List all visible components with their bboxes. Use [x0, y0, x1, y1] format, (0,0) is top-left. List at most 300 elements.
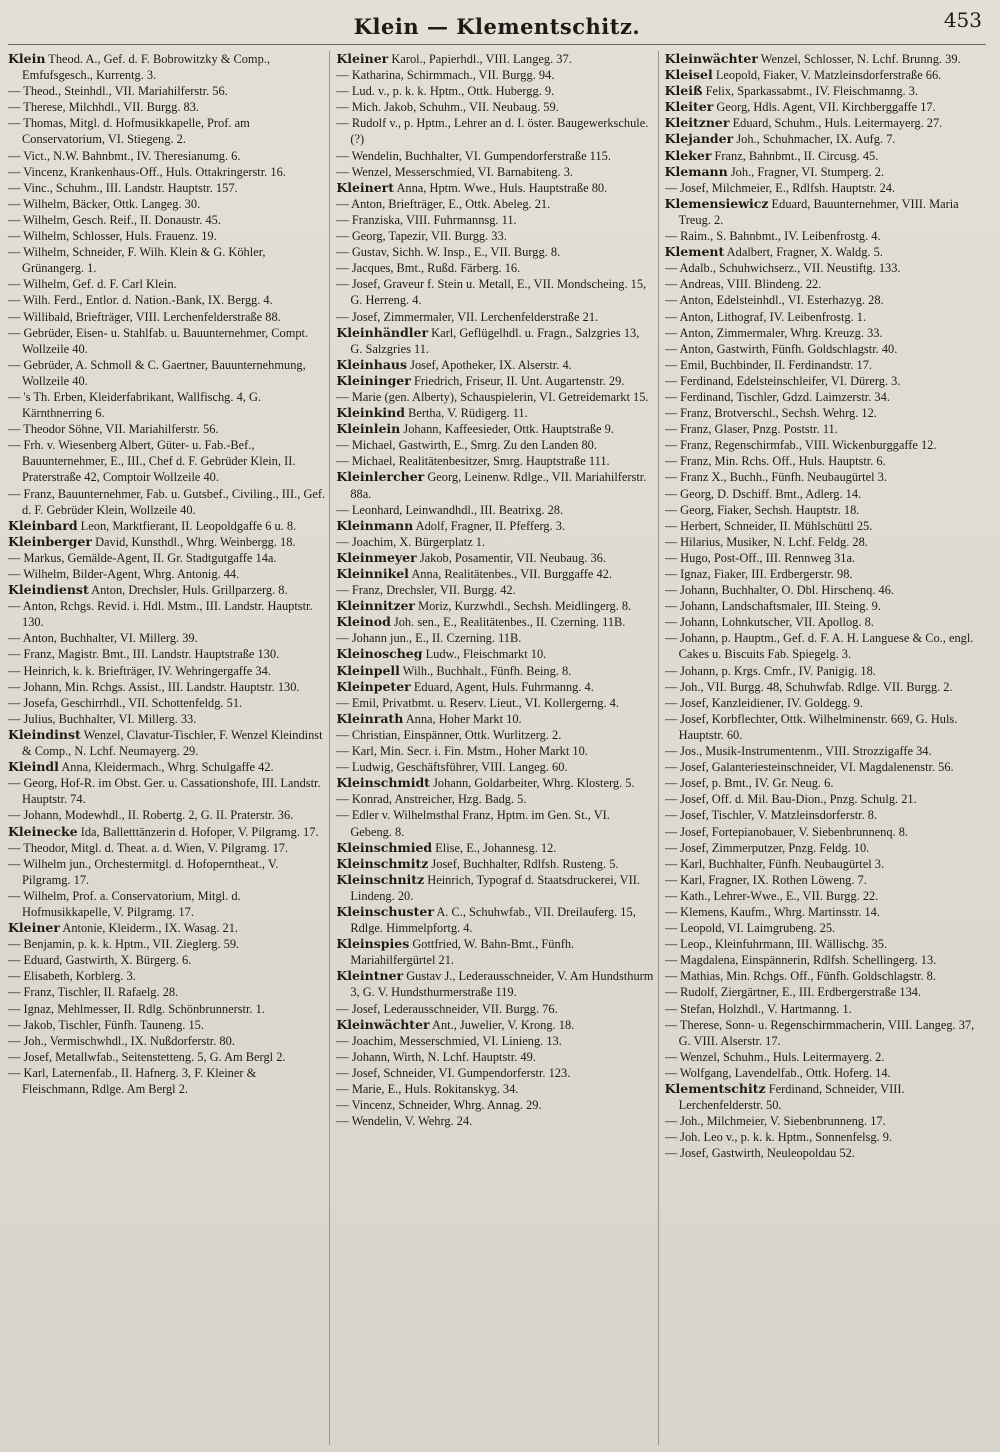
- entry-text: — Joh., Milchmeier, V. Siebenbrunneng. 17.: [664, 1114, 886, 1129]
- entry-text: Heinrich, Typograf d. Staatsdruckerei, VII. Lindeng. 20.: [350, 872, 640, 903]
- entry-text: — Elisabeth, Korblerg. 3.: [8, 969, 136, 984]
- entry-text: Georg, Hdls. Agent, VII. Kirchberggaffe 17.: [713, 100, 936, 115]
- entry-text: — Johann jun., E., II. Czerning. 11B.: [336, 631, 522, 646]
- entry-text: — Josef, Kanzleidiener, IV. Goldegg. 9.: [664, 695, 863, 710]
- directory-entry: [665, 1017, 982, 1049]
- directory-entry: [336, 534, 653, 550]
- directory-entry: [336, 856, 653, 872]
- entry-text: — Johann, Modewhdl., II. Robertg. 2, G. II. Praterstr. 36.: [8, 808, 294, 823]
- directory-entry: [8, 357, 325, 389]
- entry-surname: Klementschitz: [664, 1081, 766, 1096]
- entry-surname: Kleinrath: [336, 710, 404, 726]
- entry-text: — Josef, p. Bmt., IV. Gr. Neug. 6.: [664, 776, 834, 791]
- directory-entry: [336, 679, 653, 695]
- entry-text: Theod. A., Gef. d. F. Bobrowitzky & Comp., Emfufsgesch., Kurrentg. 3.: [22, 52, 270, 83]
- entry-text: — Joh. Leo v., p. k. k. Hptm., Sonnenfelsg. 9.: [664, 1130, 893, 1145]
- directory-entry: [336, 743, 653, 759]
- entry-text: — Michael, Gastwirth, E., Smrg. Zu den Landen 80.: [336, 438, 597, 453]
- entry-text: — 's Th. Erben, Kleiderfabrikant, Wallfischg. 4, G. Kärnthnerring 6.: [8, 389, 262, 421]
- entry-text: — Wendelin, Buchhalter, VI. Gumpendorferstraße 115.: [336, 148, 611, 163]
- directory-entry: [665, 389, 982, 405]
- directory-entry: [8, 1065, 325, 1097]
- directory-entry: [665, 695, 982, 711]
- entry-text: — Wilhelm, Prof. a. Conservatorium, Mitgl. d. Hofmusikkapelle, V. Pilgramg. 17.: [8, 888, 241, 919]
- directory-entry: [665, 952, 982, 968]
- entry-text: — Wolfgang, Lavendelfab., Ottk. Hoferg. 14.: [664, 1065, 891, 1080]
- entry-text: — Wilhelm, Bäcker, Ottk. Langeg. 30.: [8, 196, 201, 211]
- directory-entry: [8, 196, 325, 212]
- directory-entry: [665, 437, 982, 453]
- directory-entry: [8, 292, 325, 308]
- directory-entry: [336, 437, 653, 453]
- entry-text: — Wilh. Ferd., Entlor. d. Nation.-Bank, IX. Bergg. 4.: [8, 293, 273, 308]
- directory-entry: [665, 405, 982, 421]
- directory-entry: [336, 1081, 653, 1097]
- entry-surname: Kleinlercher: [336, 469, 425, 485]
- directory-entry: [665, 341, 982, 357]
- directory-entry: [8, 276, 325, 292]
- entry-text: — Hilarius, Musiker, N. Lchf. Feldg. 28.: [664, 534, 868, 549]
- entry-surname: Klein: [8, 51, 46, 66]
- entry-text: — Josef, Milchmeier, E., Rdlfsh. Hauptstr. 24.: [664, 180, 896, 195]
- directory-entry: [336, 904, 653, 936]
- entry-text: — Ignaz, Mehlmesser, II. Rdlg. Schönbrunnerstr. 1.: [8, 1001, 265, 1016]
- directory-entry: [8, 228, 325, 244]
- directory-entry: [665, 1049, 982, 1065]
- entry-text: — Josef, Korbflechter, Ottk. Wilhelminenstr. 669, G. Huls. Hauptstr. 60.: [664, 711, 958, 742]
- directory-entry: [336, 51, 653, 67]
- entry-text: Adalbert, Fragner, X. Waldg. 5.: [724, 245, 883, 260]
- entry-surname: Kleinschmied: [336, 839, 433, 855]
- directory-entry: [336, 67, 653, 83]
- entry-surname: Kleintner: [336, 968, 404, 984]
- directory-entry: [8, 646, 325, 662]
- entry-text: — Leonhard, Leinwandhdl., III. Beatrixg. 28.: [336, 502, 564, 517]
- entry-text: — Leopold, VI. Laimgrubeng. 25.: [664, 921, 836, 936]
- entry-text: A. C., Schuhwfab., VII. Dreilauferg. 15, Rdlge. Himmelpfortg. 4.: [350, 904, 636, 936]
- entry-surname: Kleinschuster: [336, 903, 434, 919]
- entry-text: — Therese, Sonn- u. Regenschirmmacherin, VIII. Langeg. 37, G. VIII. Alserstr. 17.: [664, 1017, 975, 1048]
- directory-entry: [8, 212, 325, 228]
- entry-text: — Anton, Buchhalter, VI. Millerg. 39.: [8, 631, 198, 646]
- entry-surname: Kleisel: [664, 67, 713, 83]
- entry-text: — Gustav, Sichh. W. Insp., E., VII. Burgg. 8.: [336, 245, 561, 260]
- directory-entry: [665, 566, 982, 582]
- entry-text: Joh. sen., E., Realitätenbes., II. Czerning. 11B.: [390, 615, 626, 630]
- entry-text: — Joachim, Messerschmied, VI. Linieng. 13.: [336, 1033, 562, 1048]
- directory-entry: [336, 711, 653, 727]
- directory-entry: [665, 824, 982, 840]
- entry-text: — Emil, Buchbinder, II. Ferdinandstr. 17.: [664, 357, 873, 372]
- entry-text: Joh., Schuhmacher, IX. Aufg. 7.: [733, 132, 896, 147]
- directory-entry: [665, 1145, 982, 1161]
- entry-text: — Heinrich, k. k. Briefträger, IV. Wehringergaffe 34.: [8, 663, 271, 678]
- entry-text: Josef, Buchhalter, Rdlfsh. Rusteng. 5.: [428, 856, 619, 871]
- entry-text: — Marie (gen. Alberty), Schauspielerin, VI. Getreidemarkt 15.: [336, 389, 649, 404]
- directory-entry: [665, 904, 982, 920]
- directory-entry: [665, 99, 982, 115]
- entry-surname: Kleiner: [8, 920, 60, 936]
- entry-text: Gottfried, W. Bahn-Bmt., Fünfh. Mariahilfergürtel 21.: [350, 937, 575, 968]
- entry-surname: Kleinnitzer: [336, 598, 415, 614]
- directory-entry: [336, 582, 653, 598]
- directory-entry: [8, 486, 325, 518]
- directory-entry: [336, 646, 653, 662]
- entry-text: Johann, Goldarbeiter, Whrg. Klosterg. 5.: [429, 776, 635, 791]
- entry-text: Anna, Kleidermach., Whrg. Schulgaffe 42.: [58, 760, 274, 775]
- entry-text: David, Kunsthdl., Whrg. Weinbergg. 18.: [91, 534, 296, 549]
- entry-surname: Kleininger: [336, 372, 411, 388]
- directory-entry: [8, 695, 325, 711]
- entry-text: Wilh., Buchhalt., Fünfh. Being. 8.: [399, 663, 572, 678]
- entry-surname: Kleinnikel: [336, 566, 409, 581]
- entry-text: Gustav J., Lederausschneider, V. Am Hundsthurm 3, G. V. Hundsthurmerstraße 119.: [350, 969, 654, 1000]
- entry-text: — Georg, Fiaker, Sechsh. Hauptstr. 18.: [664, 502, 860, 517]
- directory-entry: [665, 357, 982, 373]
- directory-entry: [665, 534, 982, 550]
- entry-text: — Franz, Bauunternehmer, Fab. u. Gutsbef., Civiling., III., Gef. d. F. Gebrüder Klein, Wollzeile 40.: [8, 486, 326, 517]
- entry-text: Ant., Juwelier, V. Krong. 18.: [429, 1017, 575, 1032]
- directory-entry: [665, 1113, 982, 1129]
- directory-entry: [8, 727, 325, 759]
- directory-entry: [8, 421, 325, 437]
- directory-entry: [8, 663, 325, 679]
- directory-entry: [665, 148, 982, 164]
- directory-entry: [336, 598, 653, 614]
- directory-entry: [665, 469, 982, 485]
- directory-entry: [665, 164, 982, 180]
- directory-entry: [8, 1033, 325, 1049]
- entry-text: — Anton, Briefträger, E., Ottk. Abeleg. 21.: [336, 196, 551, 211]
- entry-text: — Konrad, Anstreicher, Hzg. Badg. 5.: [336, 792, 527, 807]
- entry-text: — Herbert, Schneider, II. Mühlschüttl 25.: [664, 518, 873, 533]
- directory-entry: [665, 856, 982, 872]
- directory-entry: [336, 99, 653, 115]
- directory-entry: [665, 180, 982, 196]
- entry-text: — Gebrüder, A. Schmoll & C. Gaertner, Bauunternehmung, Wollzeile 40.: [8, 357, 306, 388]
- directory-entry: [336, 775, 653, 791]
- entry-text: — Joh., Vermischwhdl., IX. Nußdorferstr. 80.: [8, 1033, 235, 1048]
- entry-text: Franz, Bahnbmt., II. Circusg. 45.: [711, 148, 879, 163]
- directory-entry: [8, 437, 325, 485]
- entry-surname: Kleinschmitz: [336, 855, 429, 871]
- entry-text: — Josef, Graveur f. Stein u. Metall, E., VII. Mondscheing. 15, G. Herreng. 4.: [336, 277, 647, 308]
- entry-text: — Mich. Jakob, Schuhm., VII. Neubaug. 59.: [336, 100, 559, 115]
- directory-entry: [665, 550, 982, 566]
- directory-entry: [8, 824, 325, 840]
- directory-entry: [8, 968, 325, 984]
- entry-text: — Wilhelm, Bilder-Agent, Whrg. Antonig. 44.: [8, 567, 240, 581]
- entry-surname: Kleindinst: [8, 726, 81, 742]
- directory-entry: [336, 968, 653, 1000]
- entry-surname: Kleinpell: [336, 662, 400, 678]
- entry-surname: Kleinschnitz: [336, 871, 425, 887]
- entry-surname: Kleinwächter: [664, 51, 758, 66]
- entry-text: — Josef, Metallwfab., Seitenstetteng. 5, G. Am Bergl 2.: [8, 1049, 286, 1064]
- entry-text: — Therese, Milchhdl., VII. Burgg. 83.: [8, 100, 200, 115]
- entry-text: — Wilhelm, Gesch. Reif., II. Donaustr. 45.: [8, 212, 221, 227]
- directory-entry: [8, 325, 325, 357]
- directory-entry: [665, 888, 982, 904]
- directory-entry: [665, 292, 982, 308]
- directory-entry: [8, 309, 325, 325]
- entry-text: — Josef, Gastwirth, Neuleopoldau 52.: [664, 1146, 855, 1161]
- entry-text: — Ludwig, Geschäftsführer, VIII. Langeg. 60.: [336, 760, 568, 775]
- entry-text: — Ferdinand, Edelsteinschleifer, VI. Dürerg. 3.: [664, 373, 901, 388]
- entry-surname: Klejander: [664, 131, 734, 147]
- directory-entry: [665, 759, 982, 775]
- entry-text: Anna, Realitätenbes., VII. Burggaffe 42.: [408, 567, 612, 581]
- entry-surname: Kleindl: [8, 759, 59, 775]
- entry-text: — Benjamin, p. k. k. Hptm., VII. Zieglerg. 59.: [8, 937, 240, 952]
- entry-text: Antonie, Kleiderm., IX. Wasag. 21.: [59, 921, 239, 936]
- entry-text: — Johann, p. Hauptm., Gef. d. F. A. H. Languese & Co., engl. Cakes u. Biscuits Fab. Spiegelg. 3.: [664, 631, 974, 662]
- entry-text: — Franz, Glaser, Pnzg. Poststr. 11.: [664, 422, 838, 437]
- entry-text: Friedrich, Friseur, II. Unt. Augartenstr. 29.: [410, 373, 625, 388]
- directory-entry: [665, 775, 982, 791]
- entry-surname: Kleiter: [664, 99, 714, 115]
- entry-text: — Johann, Buchhalter, O. Dbl. Hirschenq. 46.: [664, 583, 895, 598]
- directory-entry: [336, 325, 653, 357]
- entry-text: Karol., Papierhdl., VIII. Langeg. 37.: [388, 52, 572, 66]
- directory-entry: [665, 373, 982, 389]
- entry-text: — Markus, Gemälde-Agent, II. Gr. Stadtgutgaffe 14a.: [8, 550, 277, 565]
- directory-entry: [8, 566, 325, 582]
- directory-entry: [665, 582, 982, 598]
- directory-entry: [336, 164, 653, 180]
- directory-entry: [665, 743, 982, 759]
- directory-entry: [336, 1033, 653, 1049]
- entry-text: — Georg, D. Dschiff. Bmt., Adlerg. 14.: [664, 486, 862, 501]
- directory-entry: [336, 1017, 653, 1033]
- directory-entry: [665, 984, 982, 1000]
- entry-text: — Josef, Galanteriesteinschneider, VI. Magdalenenstr. 56.: [664, 760, 954, 775]
- entry-text: Jakob, Posamentir, VII. Neubaug. 36.: [416, 550, 606, 565]
- entry-surname: Kleinbard: [8, 517, 78, 533]
- directory-entry: [665, 309, 982, 325]
- entry-text: — Kath., Lehrer-Wwe., E., VII. Burgg. 22.: [664, 888, 879, 903]
- directory-entry: [336, 791, 653, 807]
- directory-entry: [336, 663, 653, 679]
- entry-text: — Wilhelm jun., Orchestermitgl. d. Hofoperntheat., V. Pilgramg. 17.: [8, 856, 279, 887]
- entry-text: — Josef, Lederausschneider, VII. Burgg. 76.: [336, 1001, 558, 1016]
- directory-entry: [8, 389, 325, 421]
- entry-text: Ludw., Fleischmarkt 10.: [422, 647, 547, 662]
- entry-text: — Wilhelm, Gef. d. F. Carl Klein.: [8, 277, 177, 292]
- directory-entry: [8, 1001, 325, 1017]
- directory-entry: [665, 83, 982, 99]
- entry-surname: Kleinmann: [336, 517, 414, 533]
- directory-entry: [336, 630, 653, 646]
- directory-entry: [665, 228, 982, 244]
- entry-text: Karl, Geflügelhdl. u. Fragn., Salzgries 13, G. Salzgries 11.: [350, 325, 640, 356]
- directory-entry: [665, 486, 982, 502]
- entry-text: — Mathias, Min. Rchgs. Off., Fünfh. Goldschlagstr. 8.: [664, 969, 936, 984]
- entry-text: Leopold, Fiaker, V. Matzleinsdorferstraße 66.: [712, 68, 942, 83]
- entry-text: — Thomas, Mitgl. d. Hofmusikkapelle, Prof. am Conservatorium, VI. Stiegeng. 2.: [8, 116, 250, 147]
- entry-text: Leon, Marktfierant, II. Leopoldgaffe 6 u. 8.: [77, 518, 297, 533]
- entry-text: Adolf, Fragner, II. Pfefferg. 3.: [413, 518, 566, 533]
- directory-entry: [8, 598, 325, 630]
- entry-text: — Franz, Magistr. Bmt., III. Landstr. Hauptstraße 130.: [8, 647, 280, 662]
- directory-entry: [8, 936, 325, 952]
- entry-text: — Vincenz, Schneider, Whrg. Annag. 29.: [336, 1098, 542, 1113]
- entry-text: — Hugo, Post-Off., III. Rennweg 31a.: [664, 550, 856, 565]
- directory-entry: [665, 131, 982, 147]
- column-right: [665, 51, 986, 1445]
- entry-surname: Kleinwächter: [336, 1016, 430, 1032]
- entry-text: — Gebrüder, Eisen- u. Stahlfab. u. Bauunternehmer, Compt. Wollzeile 40.: [8, 325, 309, 356]
- entry-text: Bertha, V. Rüdigerg. 11.: [404, 406, 528, 421]
- directory-entry: [336, 469, 653, 501]
- entry-text: — Johann, Lohnkutscher, VII. Apollog. 8.: [664, 615, 874, 630]
- directory-entry: [8, 630, 325, 646]
- entry-text: — Georg, Tapezir, VII. Burgg. 33.: [336, 229, 507, 244]
- entry-text: — Edler v. Wilhelmsthal Franz, Hptm. im Gen. St., VI. Gebeng. 8.: [336, 808, 610, 839]
- directory-entry: [336, 840, 653, 856]
- entry-surname: Klemensiewicz: [664, 195, 769, 211]
- entry-text: Eduard, Bauunternehmer, VIII. Maria Treug. 2.: [678, 196, 959, 227]
- directory-entry: [8, 99, 325, 115]
- directory-entry: [665, 630, 982, 662]
- entry-surname: Kleinecke: [8, 823, 78, 839]
- directory-entry: [336, 1065, 653, 1081]
- entry-text: — Magdalena, Einspännerin, Rdlfsh. Schellingerg. 13.: [664, 953, 937, 968]
- directory-entry: [665, 936, 982, 952]
- directory-entry: [336, 389, 653, 405]
- entry-text: Anna, Hoher Markt 10.: [403, 711, 522, 726]
- directory-entry: [8, 888, 325, 920]
- directory-entry: [8, 807, 325, 823]
- directory-entry: [8, 164, 325, 180]
- directory-entry: [8, 984, 325, 1000]
- column-middle: [336, 51, 658, 1445]
- directory-entry: [8, 920, 325, 936]
- directory-entry: [8, 244, 325, 276]
- directory-entry: [665, 244, 982, 260]
- entry-text: — Franz, Brotverschl., Sechsh. Wehrg. 12.: [664, 406, 877, 421]
- entry-surname: Kleinoscheg: [336, 646, 423, 662]
- directory-entry: [665, 1001, 982, 1017]
- entry-text: — Wendelin, V. Wehrg. 24.: [336, 1114, 473, 1129]
- entry-text: — Adalb., Schuhwichserz., VII. Neustiftg. 133.: [664, 261, 901, 276]
- entry-text: — Franz, Min. Rchs. Off., Huls. Hauptstr. 6.: [664, 454, 886, 469]
- entry-text: — Ferdinand, Tischler, Gdzd. Laimzerstr. 34.: [664, 389, 890, 404]
- directory-entry: [665, 840, 982, 856]
- directory-entry: [665, 276, 982, 292]
- directory-entry: [665, 51, 982, 67]
- directory-entry: [665, 1081, 982, 1113]
- directory-entry: [336, 196, 653, 212]
- entry-surname: Kleker: [664, 147, 712, 163]
- entry-surname: Kleinert: [336, 179, 395, 195]
- entry-surname: Kleindienst: [8, 582, 89, 598]
- directory-entry: [336, 1001, 653, 1017]
- entry-text: — Christian, Einspänner, Ottk. Wurlitzerg. 2.: [336, 727, 562, 742]
- entry-text: — Jos., Musik-Instrumentenm., VIII. Strozzigaffe 34.: [664, 744, 932, 759]
- entry-surname: Kleiß: [664, 83, 703, 99]
- entry-text: Moriz, Kurzwhdl., Sechsh. Meidlingerg. 8.: [414, 599, 632, 614]
- directory-entry: [8, 775, 325, 807]
- entry-text: — Vinc., Schuhm., III. Landstr. Hauptstr. 157.: [8, 180, 238, 195]
- entry-text: Eduard, Agent, Huls. Fuhrmanng. 4.: [410, 679, 594, 694]
- directory-entry: [665, 807, 982, 823]
- directory-entry: [665, 1129, 982, 1145]
- entry-text: — Emil, Privatbmt. u. Reserv. Lieut., VI. Kollergerng. 4.: [336, 695, 619, 710]
- entry-surname: Kleitzner: [664, 115, 730, 131]
- directory-entry: [336, 180, 653, 196]
- column-left: [8, 51, 330, 1445]
- directory-entry: [8, 711, 325, 727]
- entry-surname: Kleinkind: [336, 405, 405, 421]
- entry-text: — Anton, Zimmermaler, Whrg. Kreuzg. 33.: [664, 325, 883, 340]
- entry-text: — Karl, Fragner, IX. Rothen Löweng. 7.: [664, 872, 867, 887]
- directory-entry: [665, 791, 982, 807]
- directory-entry: [665, 872, 982, 888]
- entry-text: Ferdinand, Schneider, VIII. Lerchenfelderstr. 50.: [678, 1082, 905, 1113]
- directory-entry: [8, 679, 325, 695]
- entry-text: — Julius, Buchhalter, VI. Millerg. 33.: [8, 711, 197, 726]
- directory-entry: [8, 840, 325, 856]
- directory-entry: [336, 1113, 653, 1129]
- directory-entry: [8, 856, 325, 888]
- entry-text: — Johann, Wirth, N. Lchf. Hauptstr. 49.: [336, 1049, 536, 1064]
- entry-text: — Frh. v. Wiesenberg Albert, Güter- u. Fab.-Bef., Bauunternehmer, E., III., Chef d. F. Gebrüder Klein, II. Praterstraße 42, Comptoir Wollzeile 40.: [8, 438, 296, 485]
- entry-text: — Wilhelm, Schlosser, Huls. Frauenz. 19.: [8, 229, 217, 244]
- entry-text: — Stefan, Holzhdl., V. Hartmanng. 1.: [664, 1001, 852, 1016]
- entry-surname: Kleinspies: [336, 936, 410, 952]
- entry-text: — Wilhelm, Schneider, F. Wilh. Klein & G. Köhler, Grünangerg. 1.: [8, 245, 266, 276]
- entry-text: — Anton, Lithograf, IV. Leibenfrostg. 1.: [664, 309, 867, 324]
- entry-text: — Karl, Buchhalter, Fünfh. Neubaugürtel 3.: [664, 856, 885, 871]
- entry-text: — Anton, Gastwirth, Fünfh. Goldschlagstr. 40.: [664, 341, 898, 356]
- directory-entry: [336, 1097, 653, 1113]
- entry-text: — Josef, Zimmerputzer, Pnzg. Feldg. 10.: [664, 840, 870, 855]
- entry-text: — Franz X., Buchh., Fünfh. Neubaugürtel 3.: [664, 470, 887, 485]
- directory-entry: [336, 759, 653, 775]
- directory-entry: [336, 309, 653, 325]
- directory-entry: [8, 952, 325, 968]
- directory-entry: [665, 663, 982, 679]
- entry-text: — Theodor, Mitgl. d. Theat. a. d. Wien, V. Pilgramg. 17.: [8, 840, 289, 855]
- entry-text: — Karl, Min. Secr. i. Fin. Mstm., Hoher Markt 10.: [336, 744, 588, 759]
- directory-entry: [336, 518, 653, 534]
- directory-entry: [665, 968, 982, 984]
- entry-surname: Klement: [664, 244, 725, 260]
- entry-text: Anton, Drechsler, Huls. Grillparzerg. 8.: [88, 583, 288, 598]
- entry-text: — Lud. v., p. k. k. Hptm., Ottk. Hubergg. 9.: [336, 84, 555, 99]
- directory-entry: [8, 83, 325, 99]
- entry-surname: Kleinberger: [8, 533, 92, 549]
- directory-entry: [8, 759, 325, 775]
- entry-text: — Johann, Landschaftsmaler, III. Steing. 9.: [664, 599, 881, 614]
- directory-entry: [665, 598, 982, 614]
- entry-text: — Wenzel, Messerschmied, VI. Barnabiteng. 3.: [336, 164, 573, 179]
- directory-entry: [665, 196, 982, 228]
- directory-entry: [665, 67, 982, 83]
- directory-entry: [336, 228, 653, 244]
- entry-text: — Franz, Regenschirmfab., VIII. Wickenburggaffe 12.: [664, 438, 937, 453]
- directory-entry: [8, 115, 325, 147]
- directory-entry: [665, 421, 982, 437]
- directory-entry: [336, 244, 653, 260]
- entry-surname: Kleinpeter: [336, 678, 411, 694]
- entry-text: — Franz, Tischler, II. Rafaelg. 28.: [8, 985, 179, 1000]
- directory-entry: [336, 936, 653, 968]
- entry-text: Wenzel, Clavatur-Tischler, F. Wenzel Kleindinst & Comp., N. Lchf. Neumayerg. 29.: [22, 727, 323, 759]
- directory-entry: [665, 518, 982, 534]
- directory-entry: [336, 405, 653, 421]
